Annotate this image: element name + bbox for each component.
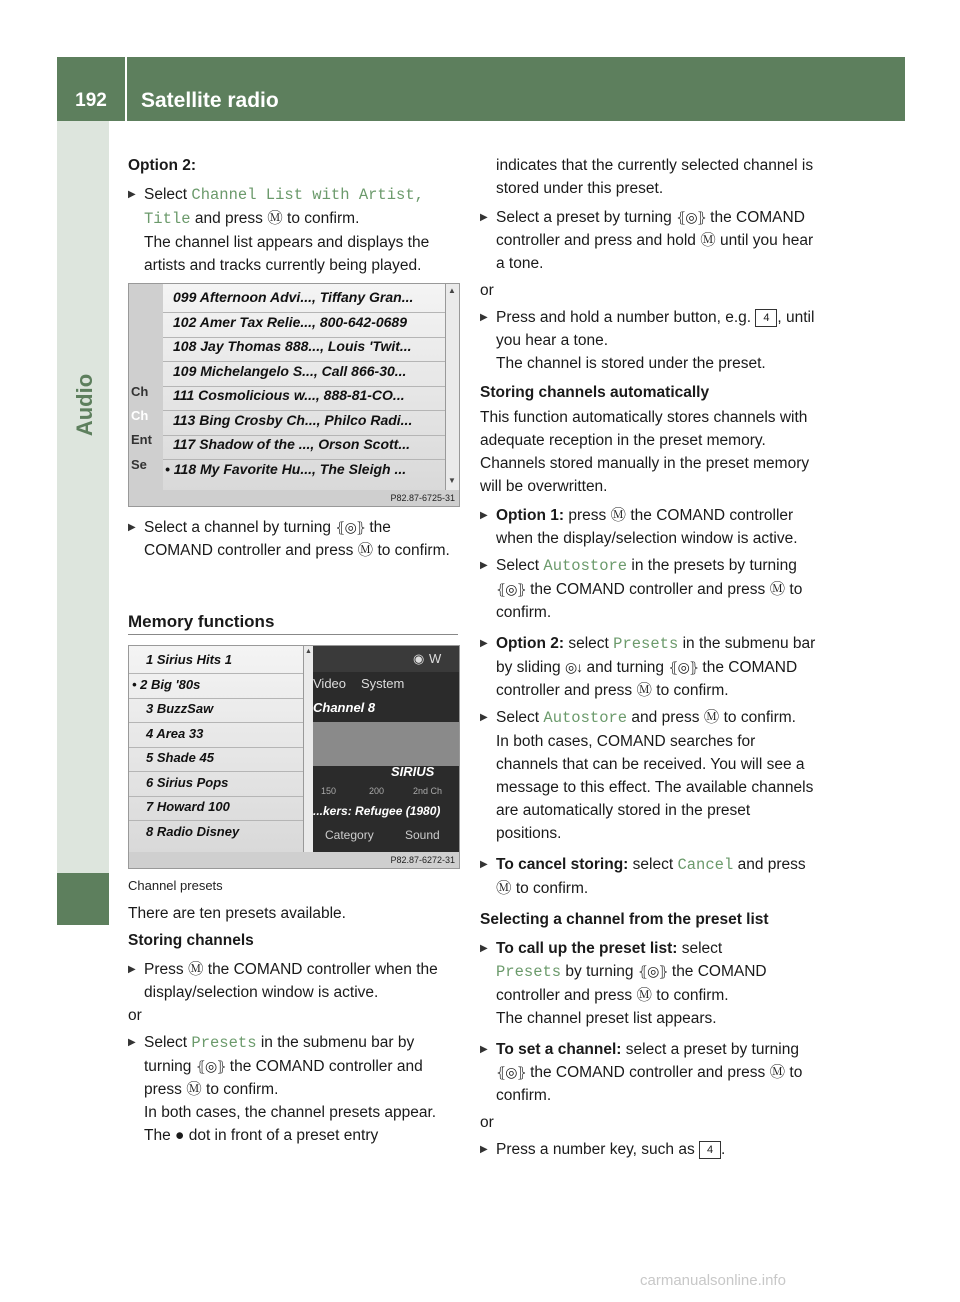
step-set-channel: ▶ To set a channel: select a preset by turning ⦃◎⦄ the COMAND controller and press Ⓜ to confirm. <box>480 1038 818 1107</box>
turn-icon: ⦃◎⦄ <box>496 1064 526 1080</box>
channel-list-screen: Ch Ch Ent Se 099 Afternoon Advi..., Tiffany Gran... 102 Amer Tax Relie..., 800-642-0689 108 Jay Thomas 888..., Louis 'Twit... 109 Michelangelo S..., Call 866-30... 111 Cosmolicious w..., 888-81-CO... 113 Bing Crosby Ch..., Philco Radi... 117 Shadow of the ..., Orson Scott... • 118 My Favorite Hu..., The Sleigh ... ▲ ▼ P82.87-6725-31 <box>128 283 460 507</box>
preset-list <box>129 646 303 852</box>
step-select-autostore-2: ▶ Select Autostore and press Ⓜ to confirm. In both cases, COMAND searches for channels that can be received. You will see a message to this effect. The available channels are automatically stored in the preset positions. <box>480 706 818 845</box>
sound-button[interactable]: Sound <box>405 828 440 842</box>
side-tab <box>57 121 109 873</box>
turn-icon: ⦃◎⦄ <box>195 1058 226 1074</box>
list-item[interactable]: 111 Cosmolicious w..., 888-81-CO... <box>173 387 405 403</box>
dot-icon: ● <box>175 1127 185 1144</box>
press-icon: Ⓜ <box>186 1081 202 1098</box>
press-icon: Ⓜ <box>769 1064 786 1081</box>
left-column-bottom <box>128 902 462 1147</box>
side-tab-marker <box>57 873 109 925</box>
list-item[interactable]: 102 Amer Tax Relie..., 800-642-0689 <box>173 314 408 330</box>
list-item[interactable]: 3 BuzzSaw <box>146 701 214 716</box>
compass-icon: ◉ <box>413 651 425 666</box>
left-column-top <box>128 154 462 277</box>
step-select-autostore: ▶ Select Autostore in the presets by turning ⦃◎⦄ the COMAND controller and press Ⓜ to confirm. <box>480 554 818 624</box>
list-item[interactable]: 6 Sirius Pops <box>146 775 229 790</box>
turn-icon: ⦃◎⦄ <box>335 519 366 535</box>
background-display: ◉ W Video System Channel 8 SIRIUS 150 200 2nd Ch ...kers: Refugee (1980) Category Sound <box>313 646 459 852</box>
menu-item-cancel: Cancel <box>677 856 734 874</box>
menu-item-title: Title <box>144 210 191 228</box>
list-item-selected[interactable]: • 118 My Favorite Hu..., The Sleigh ... <box>165 461 407 477</box>
category-button[interactable]: Category <box>325 828 374 842</box>
current-channel: Channel 8 <box>313 700 376 715</box>
step-option1: ▶ Option 1: press Ⓜ the COMAND controller when the display/selection window is active. <box>480 504 818 550</box>
turn-icon: ⦃◎⦄ <box>668 659 699 675</box>
auto-heading: Storing channels automatically <box>480 384 710 401</box>
channel-list-info: The channel list appears and displays the artists and tracks currently being played. <box>144 234 430 274</box>
scroll-down-icon[interactable]: ▼ <box>448 476 456 485</box>
number-key-4-icon: 4 <box>699 1141 721 1159</box>
press-icon: Ⓜ <box>700 232 716 249</box>
channel-presets-screen <box>128 645 460 869</box>
list-item[interactable]: 113 Bing Crosby Ch..., Philco Radi... <box>173 412 413 428</box>
scrollbar[interactable] <box>445 284 459 490</box>
list-item-selected[interactable]: • 2 Big '80s <box>132 677 201 692</box>
auto-description: This function automatically stores channels with adequate reception in the preset memory. Channels stored manually in the preset memory will be overwritten. <box>480 409 810 495</box>
header-divider <box>125 57 127 121</box>
side-tab-label: Audio <box>72 373 97 437</box>
list-item[interactable]: 4 Area 33 <box>146 726 204 741</box>
scroll-up-icon[interactable]: ▲ <box>448 286 456 295</box>
press-icon: Ⓜ <box>703 709 720 726</box>
scroll-up-icon[interactable]: ▲ <box>305 648 312 655</box>
step-call-up: ▶ To call up the preset list: select Presets by turning ⦃◎⦄ the COMAND controller and press Ⓜ to confirm. The channel preset list appears. <box>480 937 818 1030</box>
menu-item-presets: Presets <box>496 963 562 981</box>
press-icon: Ⓜ <box>610 507 627 524</box>
figure-reference: P82.87-6272-31 <box>129 852 459 868</box>
menu-item-presets: Presets <box>191 1034 257 1052</box>
menu-item-presets: Presets <box>613 635 679 653</box>
step-select-preset-hold: ▶ Select a preset by turning ⦃◎⦄ the COMAND controller and press and hold Ⓜ until you hear a tone. <box>480 206 818 275</box>
storing-heading: Storing channels <box>128 932 254 949</box>
or-text: or <box>480 282 494 299</box>
figure-reference: P82.87-6725-31 <box>129 490 459 506</box>
right-column <box>480 154 818 1161</box>
menu-item-autostore: Autostore <box>543 557 628 575</box>
page-title: Satellite radio <box>141 89 279 112</box>
figure-caption: Channel presets <box>128 878 223 893</box>
step-press: ▶ Press Ⓜ the COMAND controller when the display/selection window is active. <box>128 958 462 1004</box>
menu-item-channel-list: Channel List with Artist, <box>191 186 424 204</box>
step-select-presets: ▶ Select Presets in the submenu bar by turning ⦃◎⦄ the COMAND controller and press Ⓜ to confirm. In both cases, the channel presets appear. The ● dot in front of a preset entry <box>128 1031 462 1147</box>
select-heading: Selecting a channel from the preset list <box>480 911 769 928</box>
left-column-mid <box>128 516 462 562</box>
press-icon: Ⓜ <box>636 987 652 1004</box>
press-icon: Ⓜ <box>267 210 283 227</box>
indicates-text: indicates that the currently selected channel is stored under this preset. <box>496 157 814 197</box>
list-item[interactable]: 1 Sirius Hits 1 <box>146 652 232 667</box>
list-item[interactable]: 5 Shade 45 <box>146 750 214 765</box>
channel-list <box>163 284 445 490</box>
list-item[interactable]: 108 Jay Thomas 888..., Louis 'Twit... <box>173 338 412 354</box>
option2-heading: Option 2: <box>128 157 197 174</box>
step-option2: ▶ Option 2: select Presets in the submenu bar by sliding ◎↓ and turning ⦃◎⦄ the COMAND controller and press Ⓜ to confirm. <box>480 632 818 702</box>
step-select-channel-list: ▶ Select Channel List with Artist, Title and press Ⓜ to confirm. The channel list appears and displays the artists and tracks currently being played. <box>128 183 462 277</box>
number-key-4-icon: 4 <box>755 309 777 327</box>
menu-item-autostore: Autostore <box>543 709 628 727</box>
tab-system[interactable]: System <box>361 676 405 691</box>
press-icon: Ⓜ <box>496 880 512 897</box>
press-icon: Ⓜ <box>769 581 786 598</box>
watermark: carmanualsonline.info <box>640 1272 786 1289</box>
heading-rule <box>128 634 458 635</box>
now-playing: ...kers: Refugee (1980) <box>313 804 441 818</box>
press-icon: Ⓜ <box>636 682 652 699</box>
slide-icon: ◎↓ <box>564 659 583 675</box>
ten-presets: There are ten presets available. <box>128 905 346 922</box>
list-item[interactable]: 8 Radio Disney <box>146 824 240 839</box>
tab-video[interactable]: Video <box>313 676 347 691</box>
turn-icon: ⦃◎⦄ <box>496 581 526 597</box>
step-select-channel: ▶ Select a channel by turning ⦃◎⦄ the COMAND controller and press Ⓜ to confirm. <box>128 516 462 562</box>
step-number-key: ▶ Press a number key, such as 4 . <box>480 1138 818 1161</box>
list-item[interactable]: 117 Shadow of the ..., Orson Scott... <box>173 436 410 452</box>
list-item[interactable]: 109 Michelangelo S..., Call 866-30... <box>173 363 407 379</box>
sirius-logo: SIRIUS <box>391 764 435 779</box>
step-cancel: ▶ To cancel storing: select Cancel and press Ⓜ to confirm. <box>480 853 818 900</box>
press-icon: Ⓜ <box>357 542 374 559</box>
turn-icon: ⦃◎⦄ <box>676 209 706 225</box>
list-item[interactable]: 099 Afternoon Advi..., Tiffany Gran... <box>173 289 414 305</box>
or-text: or <box>480 1114 494 1131</box>
page-number: 192 <box>75 90 107 111</box>
press-icon: Ⓜ <box>187 961 204 978</box>
turn-icon: ⦃◎⦄ <box>637 963 668 979</box>
step-press-number: ▶ Press and hold a number button, e.g. 4 , until you hear a tone. The channel is stored under the preset. <box>480 306 818 375</box>
or-text: or <box>128 1007 142 1024</box>
memory-functions-heading: Memory functions <box>128 612 275 631</box>
list-item[interactable]: 7 Howard 100 <box>146 799 230 814</box>
